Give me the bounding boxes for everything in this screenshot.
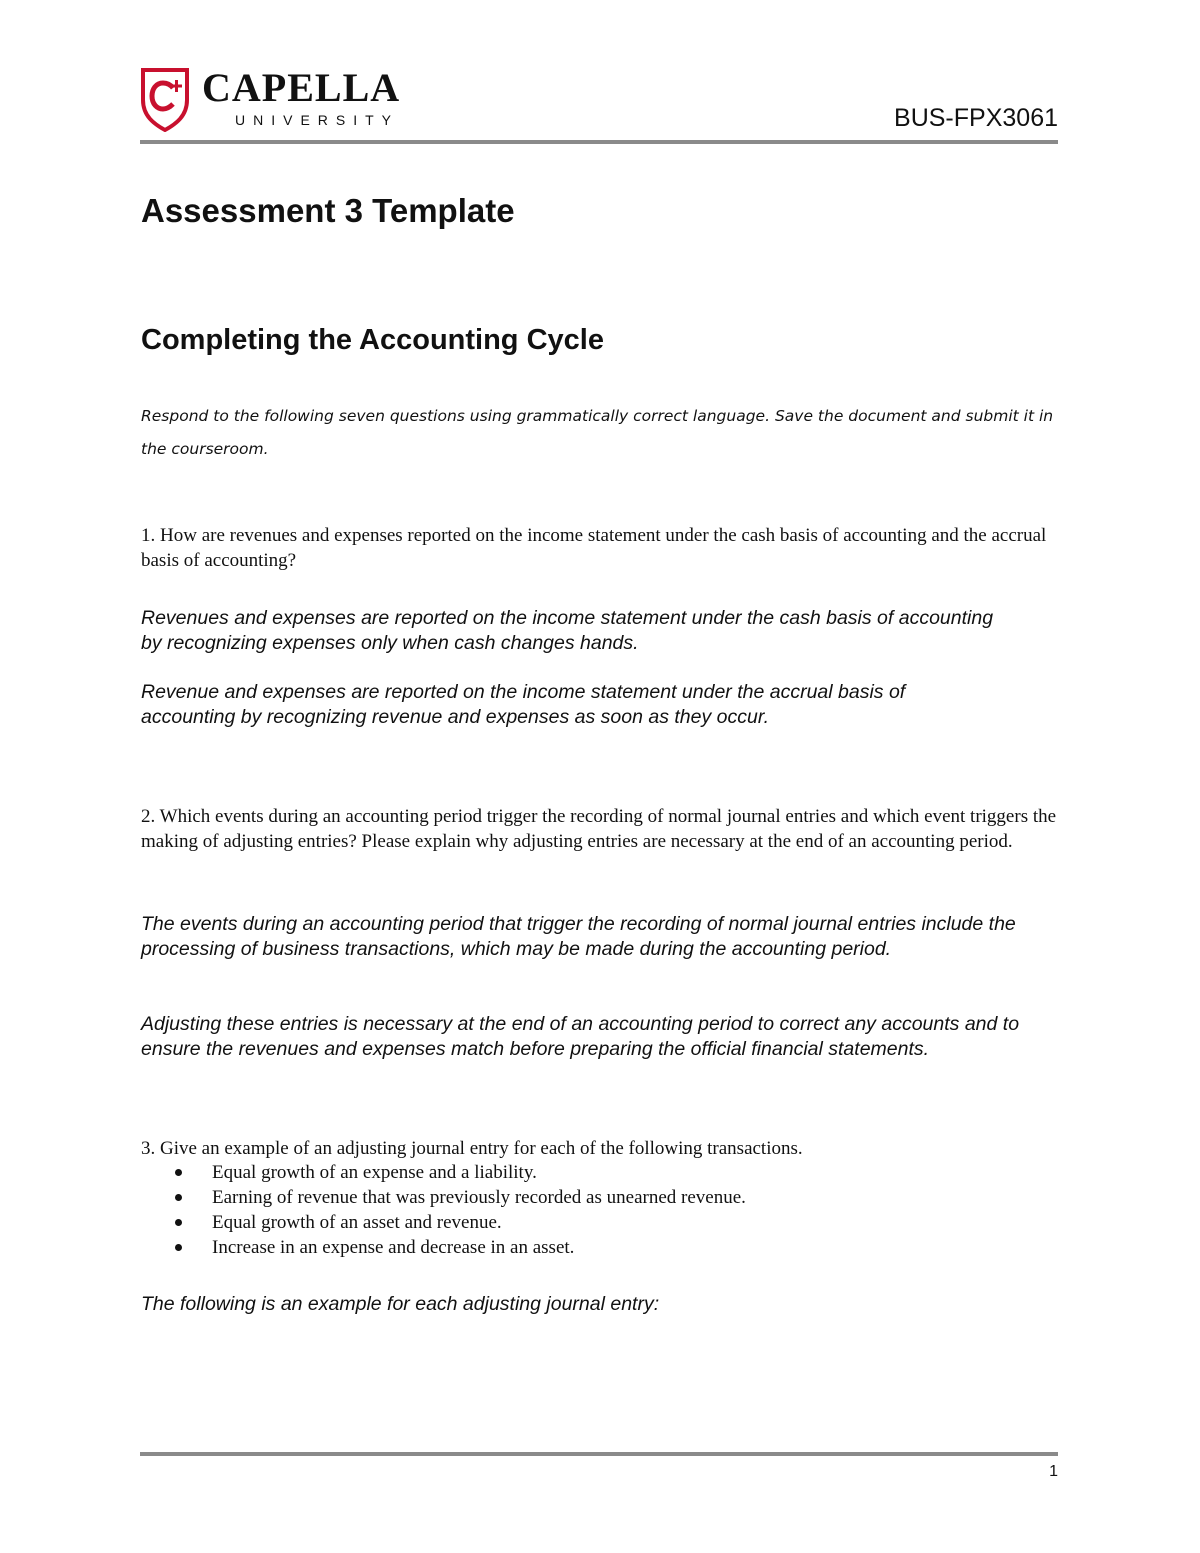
answer-1a: Revenues and expenses are reported on the income statement under the cash basis of accounting by recognizing expenses only when cash changes hands. (141, 607, 994, 654)
list-item: Increase in an expense and decrease in an asset. (141, 1235, 1041, 1260)
answer-2a: The events during an accounting period that trigger the recording of normal journal entries include the processing of business transactions, which may be made during the accounting period. (141, 913, 1016, 960)
footer-rule (140, 1452, 1058, 1456)
course-code: BUS-FPX3061 (894, 104, 1058, 132)
list-item: Equal growth of an asset and revenue. (141, 1210, 1041, 1235)
list-item: Equal growth of an expense and a liability. (141, 1160, 1041, 1185)
section-title: Completing the Accounting Cycle (141, 324, 604, 356)
logo-name: CAPELLA (202, 65, 401, 110)
page-title: Assessment 3 Template (141, 192, 515, 229)
answer-1b: Revenue and expenses are reported on the income statement under the accrual basis of accounting by recognizing revenue and expenses as soon as they occur. (141, 681, 906, 728)
capella-logo (140, 66, 400, 132)
question-1: 1. How are revenues and expenses reported on the income statement under the cash basis of accounting and the accrual basis of accounting? (141, 525, 1047, 571)
transaction-list (141, 1160, 1041, 1260)
shield-icon (140, 66, 190, 132)
answer-3: The following is an example for each adjusting journal entry: (141, 1293, 660, 1315)
question-3: 3. Give an example of an adjusting journal entry for each of the following transactions. (141, 1138, 803, 1159)
list-item: Earning of revenue that was previously recorded as unearned revenue. (141, 1185, 1041, 1210)
instructions: Respond to the following seven questions using grammatically correct language. Save the document and submit it in the courseroom. (141, 407, 1054, 458)
answer-2b: Adjusting these entries is necessary at the end of an accounting period to correct any accounts and to ensure the revenues and expenses match before preparing the official financial statements. (141, 1013, 1020, 1060)
logo-subtitle: UNIVERSITY (235, 112, 400, 128)
page-number: 1 (1049, 1463, 1058, 1480)
question-2: 2. Which events during an accounting period trigger the recording of normal journal entries and which event triggers the making of adjusting entries? Please explain why adjusting entries are necessary at the end of an accounting period. (141, 806, 1057, 852)
header-rule (140, 140, 1058, 144)
